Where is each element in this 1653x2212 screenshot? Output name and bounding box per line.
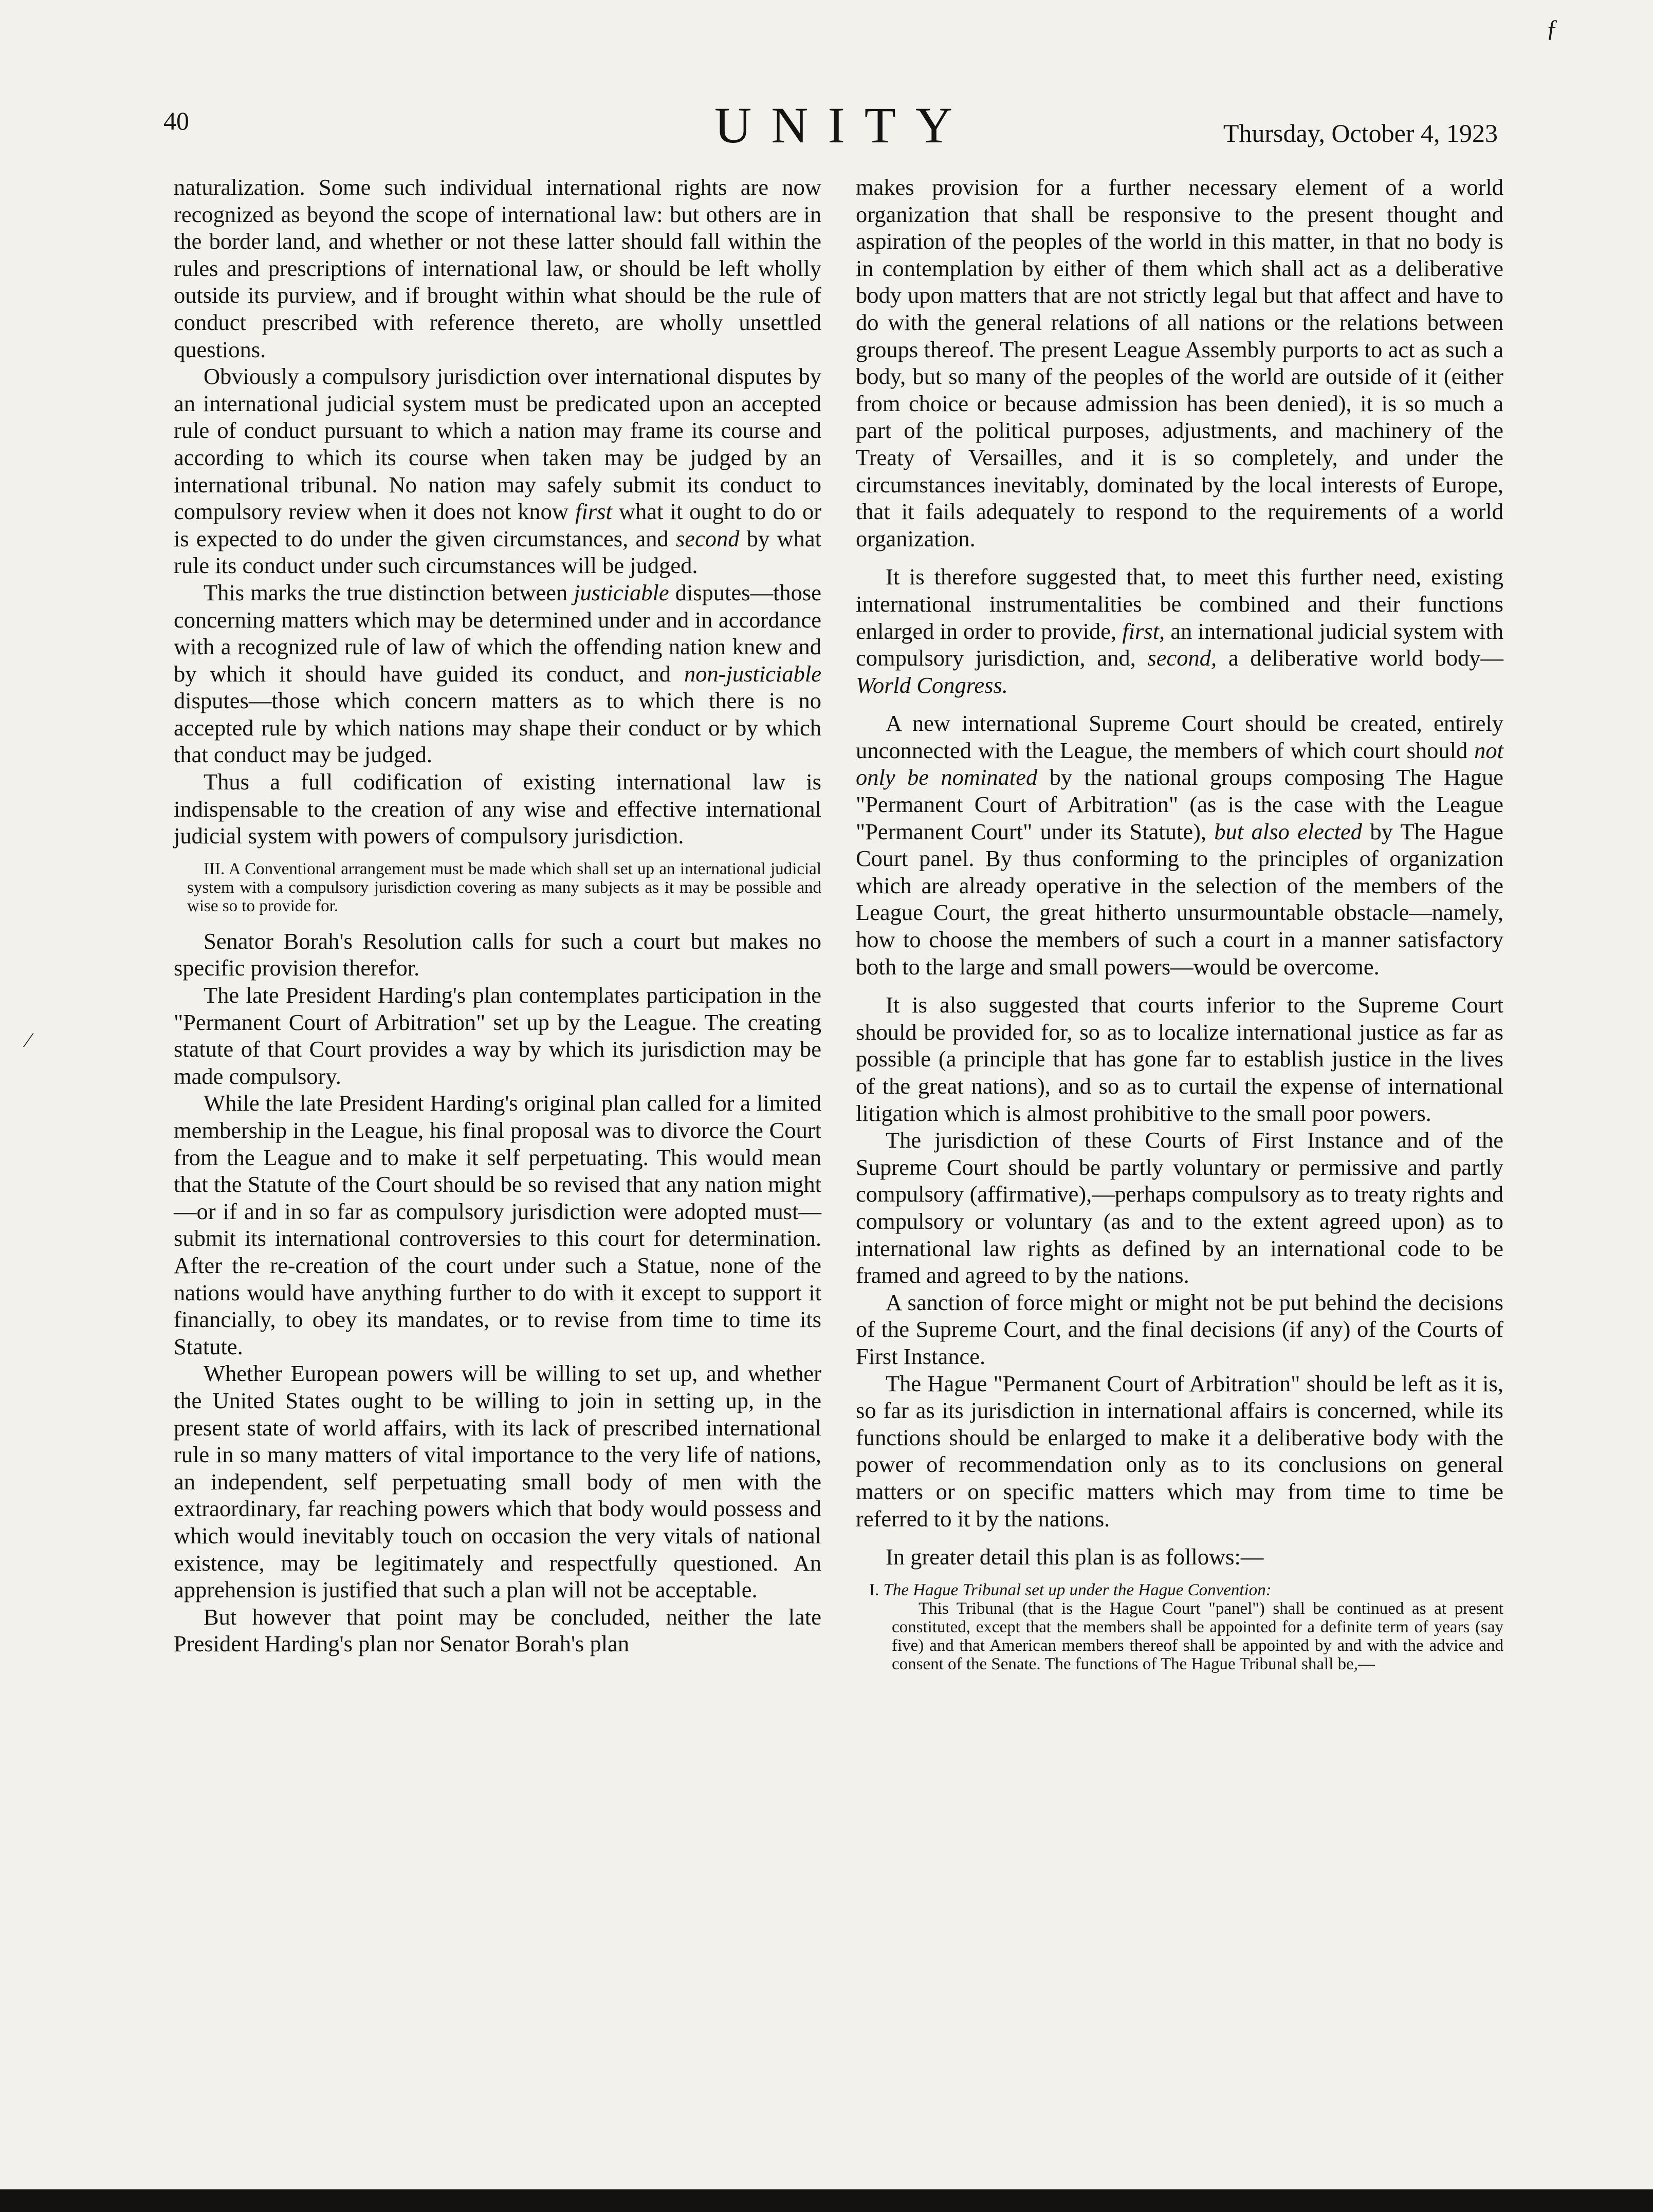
margin-scan-mark: ⁄ [27, 1028, 30, 1052]
masthead-title: UNITY [714, 97, 972, 154]
right-paragraph-4: It is also suggested that courts inferior to the Supreme Court should be provided for, so as to localize international justice as far as possible (a principle that has gone far to establish justice in the lives of the great nations), and so as to curtail the expense of international litigation which is almost prohibitive to the small poor powers. [856, 992, 1503, 1126]
section-i-statement [856, 1581, 1503, 1673]
left-paragraph-3: This marks the true distinction between justiciable disputes—those concerning matters which may be determined under and in accordance with a recognized rule of law of which the offending nation knew and by which it should have guided its conduct, and non-justiciable disputes—those which concern matters as to which there is no accepted rule by which nations may shape their conduct or by which that conduct may be judged. [174, 579, 821, 768]
right-paragraph-1: makes provision for a further necessary element of a world organization that shall be responsive to the present thought and aspiration of the peoples of the world in this matter, in that no body is in contemplation by either of them which shall act as a deliberative body upon matters that are not strictly legal but that affect and have to do with the general relations of all nations or the relations between groups thereof. The present League Assembly purports to act as such a body, but so many of the peoples of the world are outside of it (either from choice or because admission has been denied), it is so much a part of the political purposes, adjustments, and machinery of the Treaty of Versailles, and it is so completely, and under the circumstances inevitably, dominated by the local interests of Europe, that it fails adequately to respond to the requirements of a world organization. [856, 174, 1503, 551]
left-paragraph-7: While the late President Harding's original plan called for a limited membership in the League, his final proposal was to divorce the Court from the League and to make it self perpetuating. This would mean that the Statute of the Court should be so revised that any nation might—or if and in so far as compulsory jurisdiction were adopted must—submit its international controversies to this court for determination. After the re-creation of the court under such a Statue, none of the nations would have anything further to do with it except to support it financially, to obey its mandates, or to revise from time to time its Statute. [174, 1090, 821, 1359]
right-paragraph-8: In greater detail this plan is as follows:— [886, 1544, 1264, 1570]
left-paragraph-8: Whether European powers will be willing to set up, and whether the United States ought to be willing to join in setting up, in the present state of world affairs, with its lack of prescribed international rule in so many matters of vital importance to the very life of nations, an independent, self perpetuating small body of men with the extraordinary, far reaching powers which that body would possess and which would inevitably touch on occasion the very vitals of national existence, may be legitimately and respectfully questioned. An apprehension is justified that such a plan will not be acceptable. [174, 1360, 821, 1603]
issue-date: Thursday, October 4, 1923 [1223, 119, 1498, 148]
right-paragraph-7: The Hague "Permanent Court of Arbitration" should be left as it is, so far as its jurisdiction in international affairs is concerned, while its functions should be enlarged to make it a deliberative body with the power of recommendation only as to its conclusions on general matters or on specific matters which may from time to time be referred to it by the nations. [856, 1370, 1503, 1532]
right-column [856, 174, 1503, 1686]
corner-scan-mark: ƒ [1546, 15, 1558, 42]
left-paragraph-5: Senator Borah's Resolution calls for such a court but makes no specific provision therefor. [174, 928, 821, 981]
right-paragraph-6: A sanction of force might or might not be put behind the decisions of the Supreme Court, and the final decisions (if any) of the Courts of First Instance. [856, 1289, 1503, 1369]
left-paragraph-2: Obviously a compulsory jurisdiction over international disputes by an international judicial system must be predicated upon an accepted rule of conduct pursuant to which a nation may frame its course and according to which its course when taken may be judged by an international tribunal. No nation may safely submit its conduct to compulsory review when it does not know first what it ought to do or is expected to do under the given circumstances, and second by what rule its conduct under such circumstances will be judged. [174, 363, 822, 579]
scan-bottom-edge [0, 2189, 1653, 2212]
section-i-body: This Tribunal (that is the Hague Court "panel") shall be continued as at present constituted, except that the members shall be appointed for a definite term of years (say five) and that American members thereof shall be appointed by and with the advice and consent of the Senate. The functions of The Hague Tribunal shall be,— [892, 1599, 1503, 1673]
left-paragraph-9: But however that point may be concluded, neither the late President Harding's plan nor Senator Borah's plan [174, 1603, 821, 1657]
left-column [174, 174, 821, 1657]
left-paragraph-1: naturalization. Some such individual international rights are now recognized as beyond the scope of international law: but others are in the border land, and whether or not these latter should fall within the rules and prescriptions of international law, or should be left wholly outside its purview, and if brought within what should be the rule of conduct prescribed with reference thereto, are wholly unsettled questions. [174, 174, 821, 362]
right-paragraph-5: The jurisdiction of these Courts of First Instance and of the Supreme Court should be partly voluntary or permissive and partly compulsory (affirmative),—perhaps compulsory as to treaty rights and compulsory or voluntary (as and to the extent agreed upon) as to international law rights as defined by an international code to be framed and agreed to by the nations. [856, 1127, 1503, 1288]
section-i-number: I. [869, 1580, 879, 1599]
right-paragraph-2: It is therefore suggested that, to meet this further need, existing international instrumentalities be combined and their functions enlarged in order to provide, first, an international judicial system with compulsory jurisdiction, and, second, a deliberative world body—World Congress. [856, 564, 1504, 698]
page-number: 40 [163, 106, 189, 135]
section-i-heading: The Hague Tribunal set up under the Hague Convention: [883, 1580, 1272, 1599]
left-paragraph-4: Thus a full codification of existing international law is indispensable to the creation of any wise and effective international judicial system with powers of compulsory jurisdiction. [174, 769, 821, 849]
section-iii-statement: III. A Conventional arrangement must be made which shall set up an international judicial system with a compulsory jurisdiction covering as many subjects as it may be possible and wise so to provide for. [187, 859, 821, 915]
left-paragraph-6: The late President Harding's plan contemplates participation in the "Permanent Court of Arbitration" set up by the League. The creating statute of that Court provides a way by which its jurisdiction may be made compulsory. [174, 982, 821, 1089]
right-paragraph-3: A new international Supreme Court should be created, entirely unconnected with the League, the members of which court should not only be nominated by the national groups composing The Hague "Permanent Court of Arbitration" (as is the case with the League "Permanent Court" under its Statute), but also elected by The Hague Court panel. By thus conforming to the principles of organization which are already operative in the selection of the members of the League Court, the great hitherto unsurmountable obstacle—namely, how to choose the members of such a court in a manner satisfactory both to the large and small powers—would be overcome. [856, 710, 1504, 980]
